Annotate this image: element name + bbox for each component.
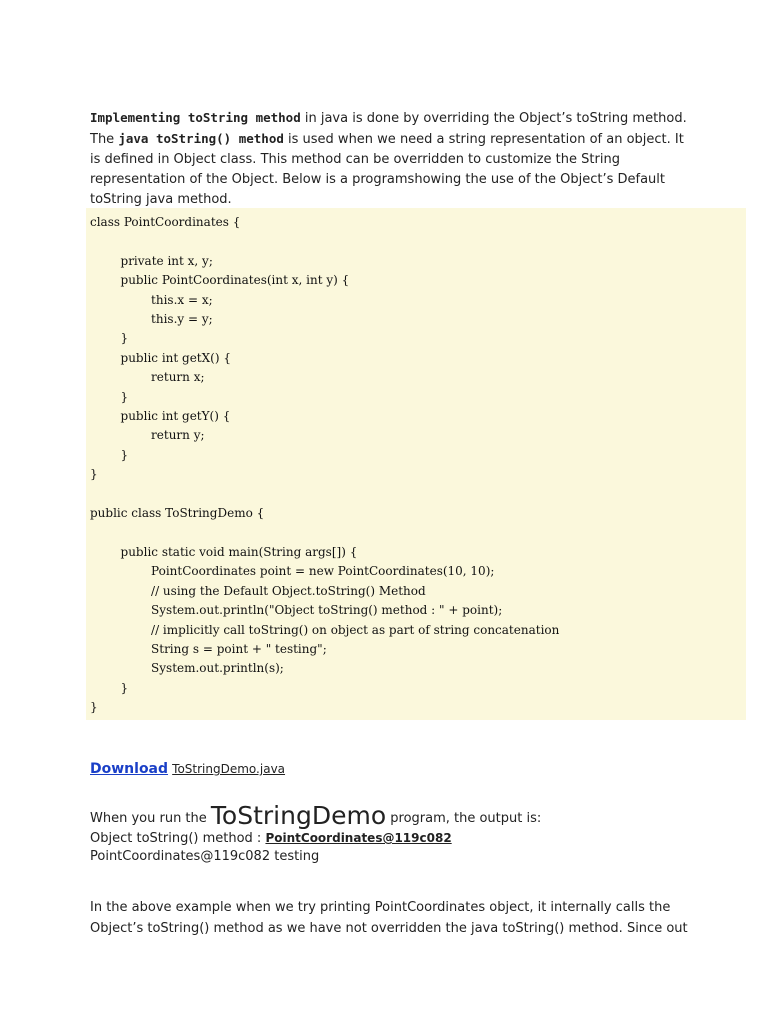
output-line-2: PointCoordinates@119c082 testing: [90, 849, 320, 864]
download-link[interactable]: Download: [90, 761, 169, 777]
code-block: [86, 208, 746, 720]
download-line: [90, 760, 285, 779]
output-line-1: [90, 829, 452, 848]
code-listing: class PointCoordinates { private int x, y; public PointCoordinates(int x, int y) { this.x = x; this.y = y; } public int getX() { return x; } public int getY() { return y; } } public class ToStringDemo { public static void main(String args[]) { PointCoordinates point = new PointCoordinates(10, 10); // using the Default Object.toString() Method System.out.println("Object toString() method : " + point); // implicitly call toString() on object as part of string concatenation String s = point + " testing"; System.out.println(s); } }: [90, 215, 560, 715]
intro-text-2: is used when we need a string representation of an object. It is defined in Object class. This method can be overridden to customize the String representation of the Object. Below is a programshowing the use of the Object’s Default toString java method.: [90, 132, 684, 207]
intro-text-1: in java is done by overriding the Object’s toString method. The: [90, 111, 687, 147]
intro-paragraph: [90, 108, 690, 210]
intro-bold-term-2: java toString() method: [118, 131, 284, 146]
run-suffix: program, the output is:: [386, 811, 542, 826]
run-prefix: When you run the: [90, 811, 211, 826]
intro-bold-term-1: Implementing toString method: [90, 110, 301, 125]
output-line-1-prefix: Object toString() method :: [90, 831, 266, 846]
download-filename[interactable]: ToStringDemo.java: [172, 762, 286, 776]
output-line-1-value: PointCoordinates@119c082: [265, 831, 452, 845]
outro-paragraph: In the above example when we try printing PointCoordinates object, it internally calls the Object’s toString() method as we have not overridden the java toString() method. Since out: [90, 900, 688, 936]
program-name: ToStringDemo: [210, 801, 387, 830]
